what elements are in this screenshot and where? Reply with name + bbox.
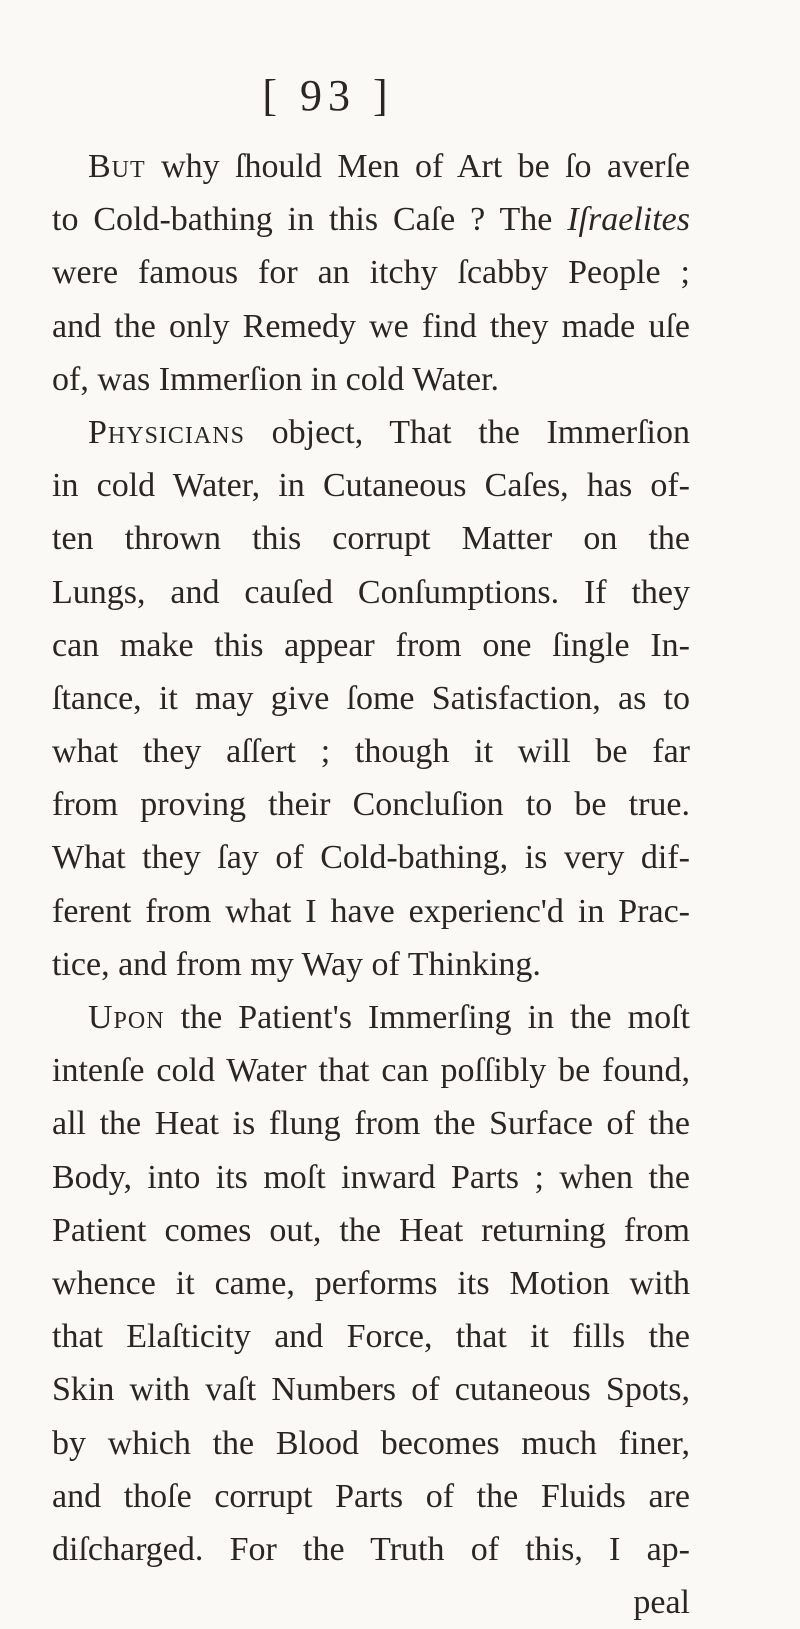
- text-line: [52, 1257, 690, 1310]
- line-text: object, That the Immerſion: [244, 413, 690, 451]
- text-line: [52, 1204, 690, 1257]
- line-text: What they ſay of Cold-bathing, is very dif-: [52, 839, 690, 877]
- line-text: can make this appear from one ſingle In-: [52, 626, 690, 664]
- text-line: [52, 300, 690, 353]
- body-text: [52, 140, 690, 1629]
- text-line: [52, 1044, 690, 1097]
- text-line: [52, 246, 690, 299]
- paragraph-lead: Physicians: [88, 413, 245, 451]
- line-text: ten thrown this corrupt Matter on the: [52, 520, 690, 558]
- text-line: [52, 1151, 690, 1204]
- line-text: the Patient's Immerſing in the moſt: [164, 999, 690, 1036]
- text-line: [52, 725, 690, 778]
- line-text: diſcharged. For the Truth of this, I ap-: [52, 1530, 690, 1568]
- line-text: that Elaſticity and Force, that it fills the: [52, 1318, 690, 1356]
- page-number: [ 93 ]: [262, 71, 394, 120]
- line-text: of, was Immerſion in cold Water.: [52, 360, 500, 398]
- line-text: were famous for an itchy ſcabby People ;: [52, 254, 690, 292]
- line-text: Skin with vaſt Numbers of cutaneous Spots,: [52, 1371, 690, 1409]
- line-text: what they aſſert ; though it will be far: [52, 733, 690, 771]
- line-text: by which the Blood becomes much finer,: [52, 1424, 690, 1462]
- text-line: [52, 406, 690, 459]
- line-text: intenſe cold Water that can poſſibly be found,: [52, 1052, 690, 1090]
- text-line: [52, 1470, 690, 1523]
- catchword: peal: [633, 1584, 690, 1622]
- text-line: [52, 353, 690, 406]
- text-line: [52, 778, 690, 831]
- text-line: [52, 512, 690, 565]
- text-line: [52, 885, 690, 938]
- text-line: [52, 1417, 690, 1470]
- text-line: [52, 619, 690, 672]
- line-text: Lungs, and cauſed Conſumptions. If they: [52, 573, 690, 611]
- line-text: ferent from what I have experienc'd in Prac-: [52, 892, 690, 930]
- paragraph-lead: But: [88, 148, 146, 185]
- line-text: and the only Remedy we find they made uſe: [52, 307, 690, 345]
- line-text: and thoſe corrupt Parts of the Fluids are: [52, 1477, 690, 1515]
- text-line: [52, 566, 690, 619]
- italic-word: Iſraelites: [567, 201, 690, 239]
- text-line: [52, 831, 690, 884]
- line-text: all the Heat is flung from the Surface of the: [52, 1105, 690, 1143]
- line-text: Body, into its moſt inward Parts ; when the: [52, 1158, 690, 1196]
- line-text: why ſhould Men of Art be ſo averſe: [145, 148, 690, 185]
- text-line: [52, 672, 690, 725]
- text-line: [52, 193, 690, 246]
- line-text: to Cold-bathing in this Caſe ? The: [52, 201, 568, 239]
- line-text: tice, and from my Way of Thinking.: [52, 945, 541, 983]
- text-line: [52, 938, 690, 991]
- text-line: [52, 140, 690, 193]
- line-text: from proving their Concluſion to be true.: [52, 786, 690, 824]
- text-line: [52, 459, 690, 512]
- line-text: ſtance, it may give ſome Satisfaction, as to: [52, 679, 690, 717]
- paragraph-lead: Upon: [88, 999, 165, 1036]
- text-line: [52, 1097, 690, 1150]
- text-line: [52, 991, 690, 1044]
- text-line: [52, 1310, 690, 1363]
- line-text: in cold Water, in Cutaneous Caſes, has of-: [52, 467, 690, 505]
- text-line: [52, 1363, 690, 1416]
- line-text: Patient comes out, the Heat returning from: [52, 1211, 690, 1249]
- line-text: whence it came, performs its Motion with: [52, 1264, 690, 1302]
- text-line: [52, 1523, 690, 1576]
